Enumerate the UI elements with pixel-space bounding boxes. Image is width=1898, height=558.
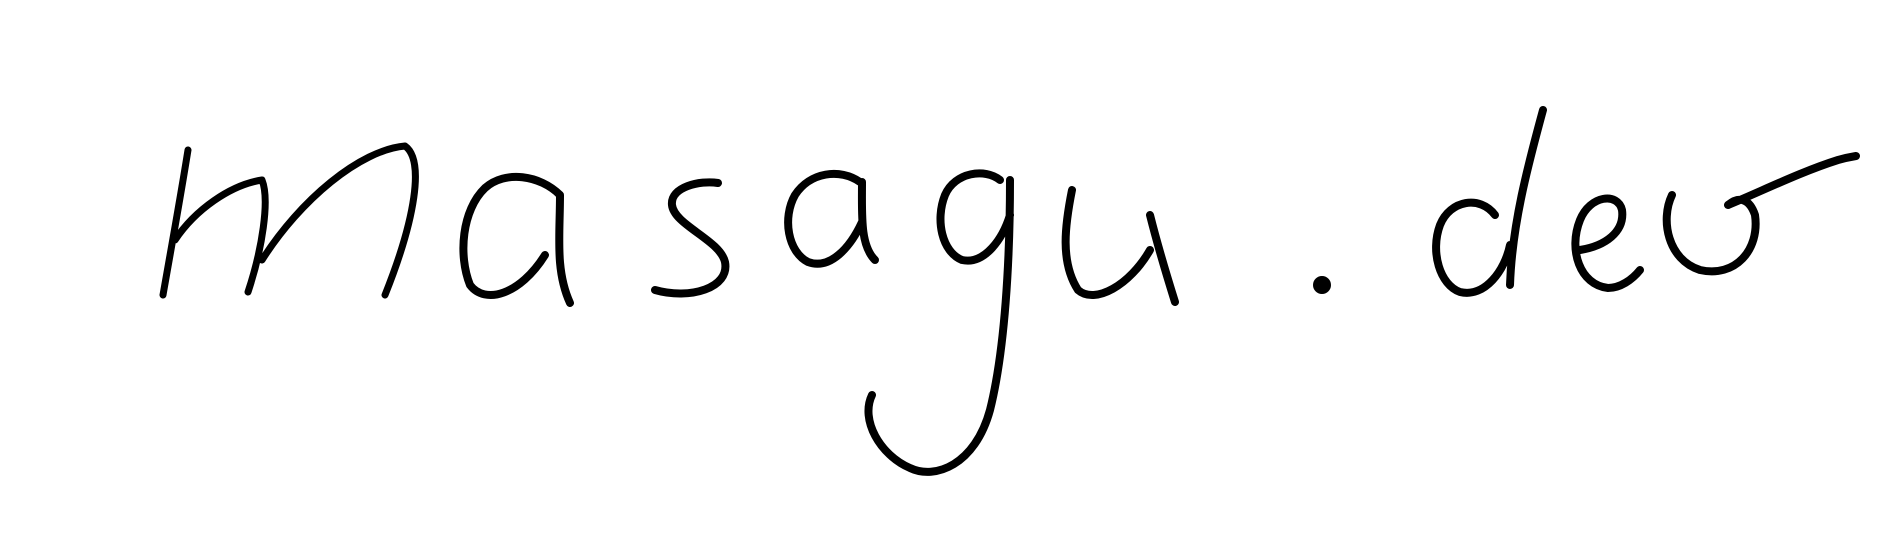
letter-a — [463, 177, 570, 303]
period-dot — [1316, 279, 1328, 291]
letter-s — [655, 182, 725, 293]
letter-g — [868, 173, 1010, 471]
letter-d — [1436, 110, 1543, 293]
letter-m — [163, 146, 415, 295]
letter-u — [1066, 190, 1175, 302]
letter-a-2 — [788, 174, 875, 264]
letter-e — [1575, 199, 1640, 288]
letter-v — [1667, 156, 1856, 271]
